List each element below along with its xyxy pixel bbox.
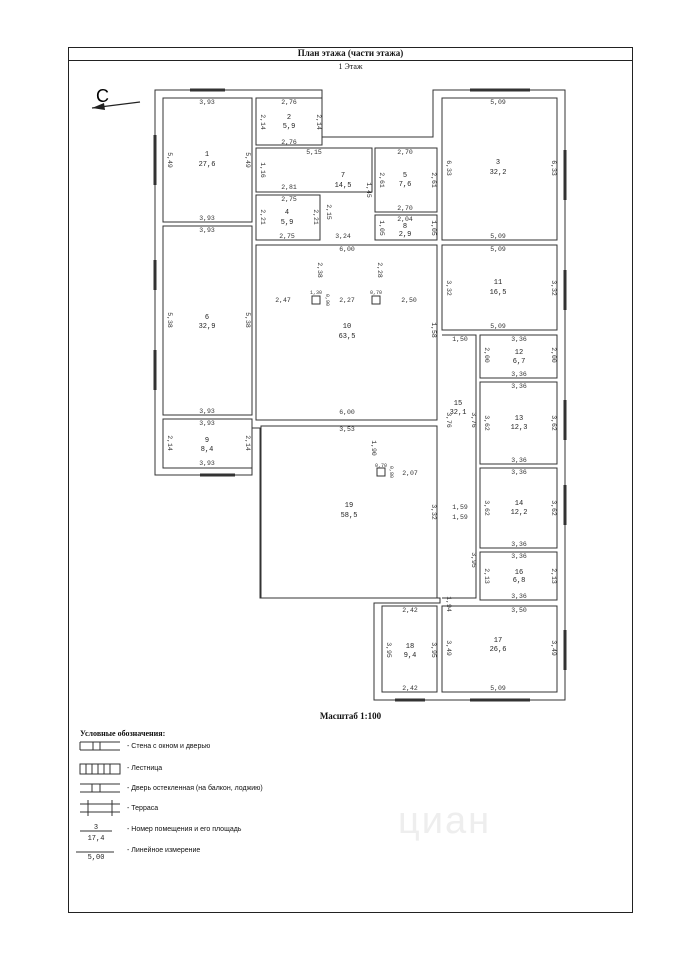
dimension-label: 2,76	[281, 139, 297, 146]
dimension-label: 3,49	[550, 640, 557, 656]
legend-item: - Стена с окном и дверью	[127, 743, 211, 750]
dimension-label: 1,50	[452, 336, 468, 343]
dimension-label: 2,13	[483, 568, 490, 584]
room-area: 58,5	[340, 512, 358, 520]
dimension-label: 1,94	[445, 596, 452, 612]
dimension-label: 5,49	[244, 152, 251, 168]
dimension-label: 3,62	[550, 415, 557, 431]
room-number: 16	[514, 569, 524, 577]
dimension-label: 3,93	[199, 408, 215, 415]
room-number: 15	[453, 400, 463, 408]
room-area: 2,9	[398, 231, 412, 239]
dimension-label: 3,49	[445, 640, 452, 656]
room-14-wall	[480, 468, 557, 548]
room-area: 32,1	[449, 409, 467, 417]
room-area: 5,9	[282, 123, 296, 131]
dimension-label: 3,24	[335, 233, 351, 240]
dimension-label: 6,00	[339, 246, 355, 253]
dimension-label: 2,76	[281, 99, 297, 106]
dimension-label: 3,93	[199, 460, 215, 467]
dimension-label: 3,95	[470, 552, 477, 568]
legend-room-area: 17,4	[87, 835, 105, 843]
room-number: 2	[286, 114, 292, 122]
dimension-label: 3,32	[430, 504, 437, 520]
room-area: 5,9	[280, 219, 294, 227]
dimension-label: 3,93	[199, 99, 215, 106]
dimension-label: 6,00	[339, 409, 355, 416]
dimension-label: 1,45	[365, 182, 372, 198]
dimension-label: 3,95	[385, 642, 392, 658]
dimension-label: 2,61	[378, 172, 385, 188]
column-marker	[312, 296, 320, 304]
dimension-label: 3,32	[445, 280, 452, 296]
legend-item: - Дверь остекленная (на балкон, лоджию)	[127, 785, 263, 792]
dimension-label: 2,38	[316, 262, 323, 278]
dimension-label: 2,13	[550, 568, 557, 584]
legend-dimension: 5,00	[87, 854, 105, 862]
outer-wall	[155, 90, 565, 700]
dimension-label: 2,21	[259, 209, 266, 225]
room-number: 17	[493, 637, 503, 645]
dimension-label: 6,33	[550, 160, 557, 176]
dimension-label: 2,70	[397, 149, 413, 156]
column-marker	[377, 468, 385, 476]
dimension-label: 2,07	[402, 470, 418, 477]
room-11-wall	[442, 245, 557, 330]
room-1-wall	[163, 98, 252, 222]
dimension-label: 2,15	[325, 204, 332, 220]
room-area: 6,8	[512, 577, 526, 585]
dimension-label: 1,58	[430, 322, 437, 338]
dimension-label: 1,59	[452, 514, 468, 521]
dimension-label: 3,53	[339, 426, 355, 433]
dimension-label: 3,36	[511, 553, 527, 560]
dimension-label: 3,32	[550, 280, 557, 296]
dimension-label: 1,59	[452, 504, 468, 511]
dimension-label: 3,76	[470, 412, 477, 428]
dimension-label: 2,75	[279, 233, 295, 240]
watermark: циан	[398, 800, 492, 842]
dimension-label: 3,36	[511, 383, 527, 390]
room-number: 3	[495, 159, 501, 167]
room-area: 12,2	[510, 509, 528, 517]
dimension-label: 2,42	[402, 607, 418, 614]
room-area: 27,6	[198, 161, 216, 169]
room-number: 4	[284, 209, 290, 217]
dimension-label: 2,14	[315, 114, 322, 130]
dimension-label: 5,09	[490, 323, 506, 330]
dimension-label: 3,62	[550, 500, 557, 516]
dimension-label: 5,09	[490, 99, 506, 106]
dimension-label: 2,14	[259, 114, 266, 130]
dimension-label: 1,90	[370, 440, 377, 456]
dimension-label: 5,09	[490, 233, 506, 240]
dimension-label: 3,93	[199, 227, 215, 234]
dimension-label: 1,30	[309, 290, 323, 296]
room-area: 8,4	[200, 446, 214, 454]
dimension-label: 2,42	[402, 685, 418, 692]
dimension-label: 2,21	[312, 209, 319, 225]
room-number: 1	[204, 151, 210, 159]
dimension-label: 5,49	[166, 152, 173, 168]
dimension-label: 3,76	[445, 412, 452, 428]
room-number: 12	[514, 349, 524, 357]
legend-item: - Линейное измерение	[127, 847, 201, 854]
dimension-label: 0,70	[374, 463, 388, 469]
dimension-label: 2,70	[397, 205, 413, 212]
dimension-label: 3,93	[199, 420, 215, 427]
room-number: 9	[204, 437, 210, 445]
dimension-label: 2,04	[397, 216, 413, 223]
dimension-label: 1,05	[430, 220, 437, 236]
dimension-label: 3,62	[483, 415, 490, 431]
dimension-label: 2,61	[430, 172, 437, 188]
dimension-label: 2,81	[281, 184, 297, 191]
room-area: 26,6	[489, 646, 507, 654]
room-number: 6	[204, 314, 210, 322]
dimension-label: 3,36	[511, 469, 527, 476]
dimension-label: 3,93	[199, 215, 215, 222]
room-number: 7	[340, 172, 346, 180]
dimension-label: 3,50	[511, 607, 527, 614]
room-area: 14,5	[334, 182, 352, 190]
terrace-icon	[80, 800, 120, 816]
dimension-label: 3,36	[511, 371, 527, 378]
room-area: 7,6	[398, 181, 412, 189]
dimension-label: 5,09	[490, 246, 506, 253]
dimension-label: 0,80	[388, 465, 394, 479]
dimension-label: 1,16	[259, 162, 266, 178]
dimension-label: 2,75	[281, 196, 297, 203]
dimension-label: 5,15	[306, 149, 322, 156]
room-area: 6,7	[512, 358, 526, 366]
room-area: 12,3	[510, 424, 528, 432]
dimension-label: 5,09	[490, 685, 506, 692]
legend-title: Условные обозначения:	[80, 729, 166, 738]
dimension-label: 2,28	[376, 262, 383, 278]
room-number: 13	[514, 415, 524, 423]
dimension-label: 2,14	[244, 435, 251, 451]
room-number: 19	[344, 502, 354, 510]
dimension-label: 1,05	[378, 220, 385, 236]
room-number: 8	[402, 223, 408, 231]
room-area: 32,2	[489, 169, 507, 177]
dimension-label: 2,00	[550, 347, 557, 363]
dimension-label: 2,14	[166, 435, 173, 451]
room-area: 32,9	[198, 323, 216, 331]
dimension-label: 5,38	[244, 312, 251, 328]
dimension-label: 3,62	[483, 500, 490, 516]
column-marker	[372, 296, 380, 304]
room-area: 9,4	[403, 652, 417, 660]
legend-item: - Лестница	[127, 765, 163, 772]
wall-window-door-icon	[80, 742, 120, 750]
room-area: 63,5	[338, 333, 356, 341]
dimension-label: 3,36	[511, 593, 527, 600]
dimension-label: 0,70	[369, 290, 383, 296]
room-number: 18	[405, 643, 415, 651]
legend-item: - Терраса	[127, 805, 159, 812]
room-13-wall	[480, 382, 557, 464]
legend-room-number: 3	[93, 824, 99, 832]
scale-label: Масштаб 1:100	[319, 711, 382, 721]
dimension-label: 0,90	[324, 293, 330, 307]
dimension-label: 3,36	[511, 541, 527, 548]
dimension-label: 6,33	[445, 160, 452, 176]
dimension-label: 5,38	[166, 312, 173, 328]
dimension-label: 2,27	[339, 297, 355, 304]
compass-label: С	[96, 86, 109, 106]
dimension-label: 2,50	[401, 297, 417, 304]
dimension-label: 3,95	[430, 642, 437, 658]
room-number: 14	[514, 500, 524, 508]
dimension-label: 2,00	[483, 347, 490, 363]
dimension-label: 2,47	[275, 297, 291, 304]
floor-label: 1 Этаж	[338, 62, 363, 71]
dimension-label: 3,36	[511, 457, 527, 464]
room-area: 16,5	[489, 289, 507, 297]
room-number: 11	[493, 279, 503, 287]
page-title: План этажа (части этажа)	[68, 47, 633, 61]
room-number: 10	[342, 323, 352, 331]
dimension-label: 3,36	[511, 336, 527, 343]
legend-item: - Номер помещения и его площадь	[127, 826, 242, 833]
room-number: 5	[402, 172, 408, 180]
glazed-door-icon	[80, 784, 120, 792]
